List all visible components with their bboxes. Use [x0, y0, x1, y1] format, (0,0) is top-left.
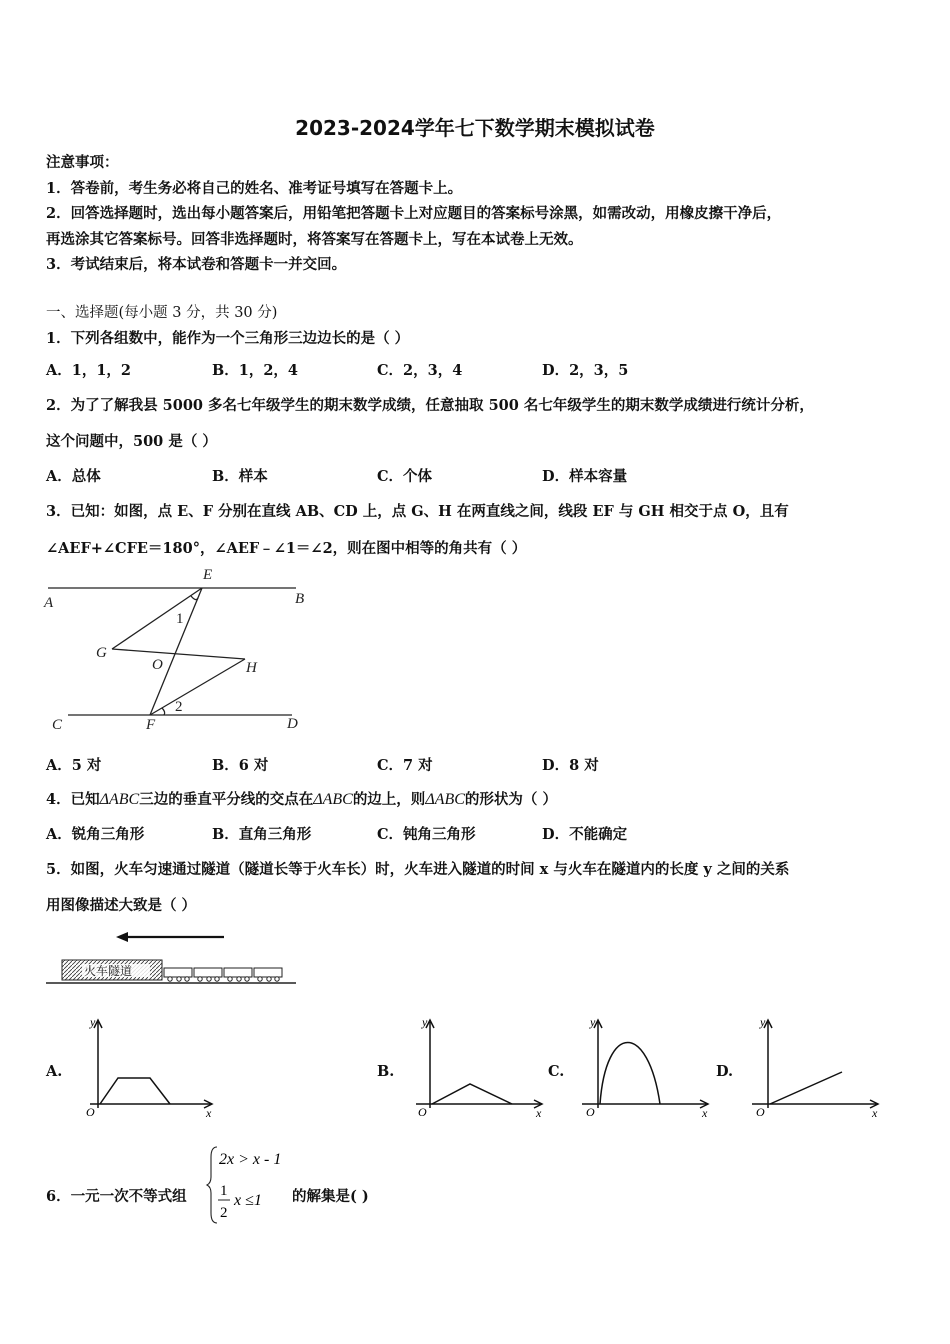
inequality-2-rest: x ≤1: [234, 1192, 262, 1209]
q5-graph-a-label: A.: [46, 1063, 63, 1080]
q1-option-b: B．1，2，4: [212, 362, 299, 379]
q3-geometry-figure: [40, 565, 320, 735]
svg-text:x: x: [702, 1106, 708, 1120]
graph-a-curve: [100, 1078, 170, 1104]
question-4-stem: [46, 788, 557, 809]
train-cars: [164, 968, 282, 981]
question-3-line1: 3．已知：如图，点 E、F 分别在直线 AB、CD 上，点 G、H 在两直线之间，线段 EF 与 GH 相交于点 O，且有: [46, 503, 789, 520]
label-c: C: [52, 717, 63, 733]
frac-numerator: 1: [220, 1183, 228, 1199]
frac-denominator: 2: [220, 1205, 228, 1221]
q5-graph-c: [580, 1012, 720, 1124]
label-b: B: [295, 591, 305, 607]
svg-text:y: y: [90, 1015, 96, 1029]
q2-option-a: A．总体: [46, 468, 101, 485]
page-title: 2023-2024学年七下数学期末模拟试卷: [295, 116, 655, 140]
segment-gh: [112, 649, 245, 659]
brace: [207, 1147, 217, 1223]
label-2: 2: [175, 699, 183, 715]
q6-suffix: 的解集是( ): [292, 1188, 369, 1205]
question-2-line2: 这个问题中，500 是（ ）: [46, 433, 217, 450]
notice-heading: 注意事项：: [46, 154, 119, 171]
q4-option-c: C．钝角三角形: [377, 826, 476, 843]
svg-text:x: x: [872, 1106, 878, 1120]
q4-option-b: B．直角三角形: [212, 826, 312, 843]
graph-c-curve: [600, 1043, 660, 1105]
question-2-line1: 2．为了了解我县 5000 多名七年级学生的期末数学成绩，任意抽取 500 名七年级学生的期末数学成绩进行统计分析，: [46, 397, 814, 414]
label-h: H: [246, 660, 257, 676]
segment-ef: [150, 588, 202, 715]
svg-text:O: O: [86, 1105, 95, 1119]
train-tunnel-figure: [44, 925, 299, 990]
label-a: A: [44, 595, 54, 611]
label-g: G: [96, 645, 107, 661]
q4-option-a: A．锐角三角形: [46, 826, 145, 843]
q2-option-d: D．样本容量: [542, 468, 628, 485]
svg-text:O: O: [756, 1105, 765, 1119]
q1-option-c: C．2，3，4: [377, 362, 463, 379]
q5-graph-b-label: B.: [377, 1063, 395, 1080]
q5-graph-d: [750, 1012, 890, 1124]
notice-item: 1．答卷前，考生务必将自己的姓名、准考证号填写在答题卡上。: [46, 180, 463, 197]
question-3-line2: ∠AEF+∠CFE＝180°，∠AEF﹣∠1＝∠2，则在图中相等的角共有（ ）: [46, 540, 527, 557]
graph-b-curve: [432, 1084, 512, 1104]
q5-graph-b: [412, 1012, 552, 1124]
notice-item: 3．考试结束后，将本试卷和答题卡一并交回。: [46, 256, 347, 273]
section-heading: 一、选择题(每小题 3 分，共 30 分): [46, 305, 278, 321]
segment-hf: [150, 659, 245, 715]
q3-option-a: A．5 对: [46, 757, 102, 774]
svg-text:O: O: [586, 1105, 595, 1119]
svg-text:x: x: [536, 1106, 542, 1120]
label-d: D: [287, 716, 298, 732]
q2-option-b: B．样本: [212, 468, 268, 485]
svg-text:y: y: [760, 1015, 766, 1029]
svg-text:O: O: [418, 1105, 427, 1119]
notice-item: 2．回答选择题时，选出每小题答案后，用铅笔把答题卡上对应题目的答案标号涂黑，如需改动，用橡皮擦干净后，: [46, 205, 782, 222]
q3-option-b: B．6 对: [212, 757, 269, 774]
q6-inequality-system: [205, 1143, 300, 1228]
angle-2-arc: [162, 708, 165, 715]
question-5-line2: 用图像描述大致是（ ）: [46, 897, 197, 914]
q3-option-d: D．8 对: [542, 757, 599, 774]
label-o: O: [152, 657, 163, 673]
q4-option-d: D．不能确定: [542, 826, 628, 843]
q5-graph-d-label: D.: [716, 1063, 734, 1080]
q6-prefix: 6．一元一次不等式组: [46, 1188, 187, 1205]
q2-option-c: C．个体: [377, 468, 433, 485]
svg-text:x: x: [206, 1106, 212, 1120]
direction-arrow: [116, 932, 224, 942]
q4-pre: 4．已知: [46, 791, 100, 808]
q5-graph-a: [80, 1012, 220, 1124]
label-1: 1: [176, 611, 184, 627]
segment-eg: [112, 588, 202, 649]
label-f: F: [146, 717, 156, 733]
q4-post: 的形状为（ ）: [464, 791, 557, 808]
notice-item: 再选涂其它答案标号。回答非选择题时，将答案写在答题卡上，写在本试卷上无效。: [46, 231, 583, 248]
q4-mid2: 的边上，则: [352, 791, 426, 808]
svg-text:y: y: [422, 1015, 428, 1029]
q4-mid: 三边的垂直平分线的交点在: [139, 791, 314, 808]
q4-triangle: ΔABC: [99, 791, 140, 808]
tunnel-label: 火车隧道: [84, 964, 133, 978]
q5-graph-c-label: C.: [548, 1063, 565, 1080]
q1-option-a: A．1，1，2: [46, 362, 132, 379]
inequality-1: 2x > x - 1: [219, 1151, 282, 1168]
label-e: E: [203, 567, 213, 583]
q3-option-c: C．7 对: [377, 757, 433, 774]
angle-1-arc: [191, 596, 198, 600]
question-5-line1: 5．如图，火车匀速通过隧道（隧道长等于火车长）时，火车进入隧道的时间 x 与火车在隧道内的长度 y 之间的关系: [46, 861, 790, 878]
graph-d-curve: [770, 1072, 842, 1104]
svg-text:y: y: [590, 1015, 596, 1029]
question-1-stem: 1．下列各组数中，能作为一个三角形三边边长的是（ ）: [46, 330, 410, 347]
q1-option-d: D．2，3，5: [542, 362, 629, 379]
q4-triangle: ΔABC: [313, 791, 353, 808]
q4-triangle: ΔABC: [425, 791, 465, 808]
